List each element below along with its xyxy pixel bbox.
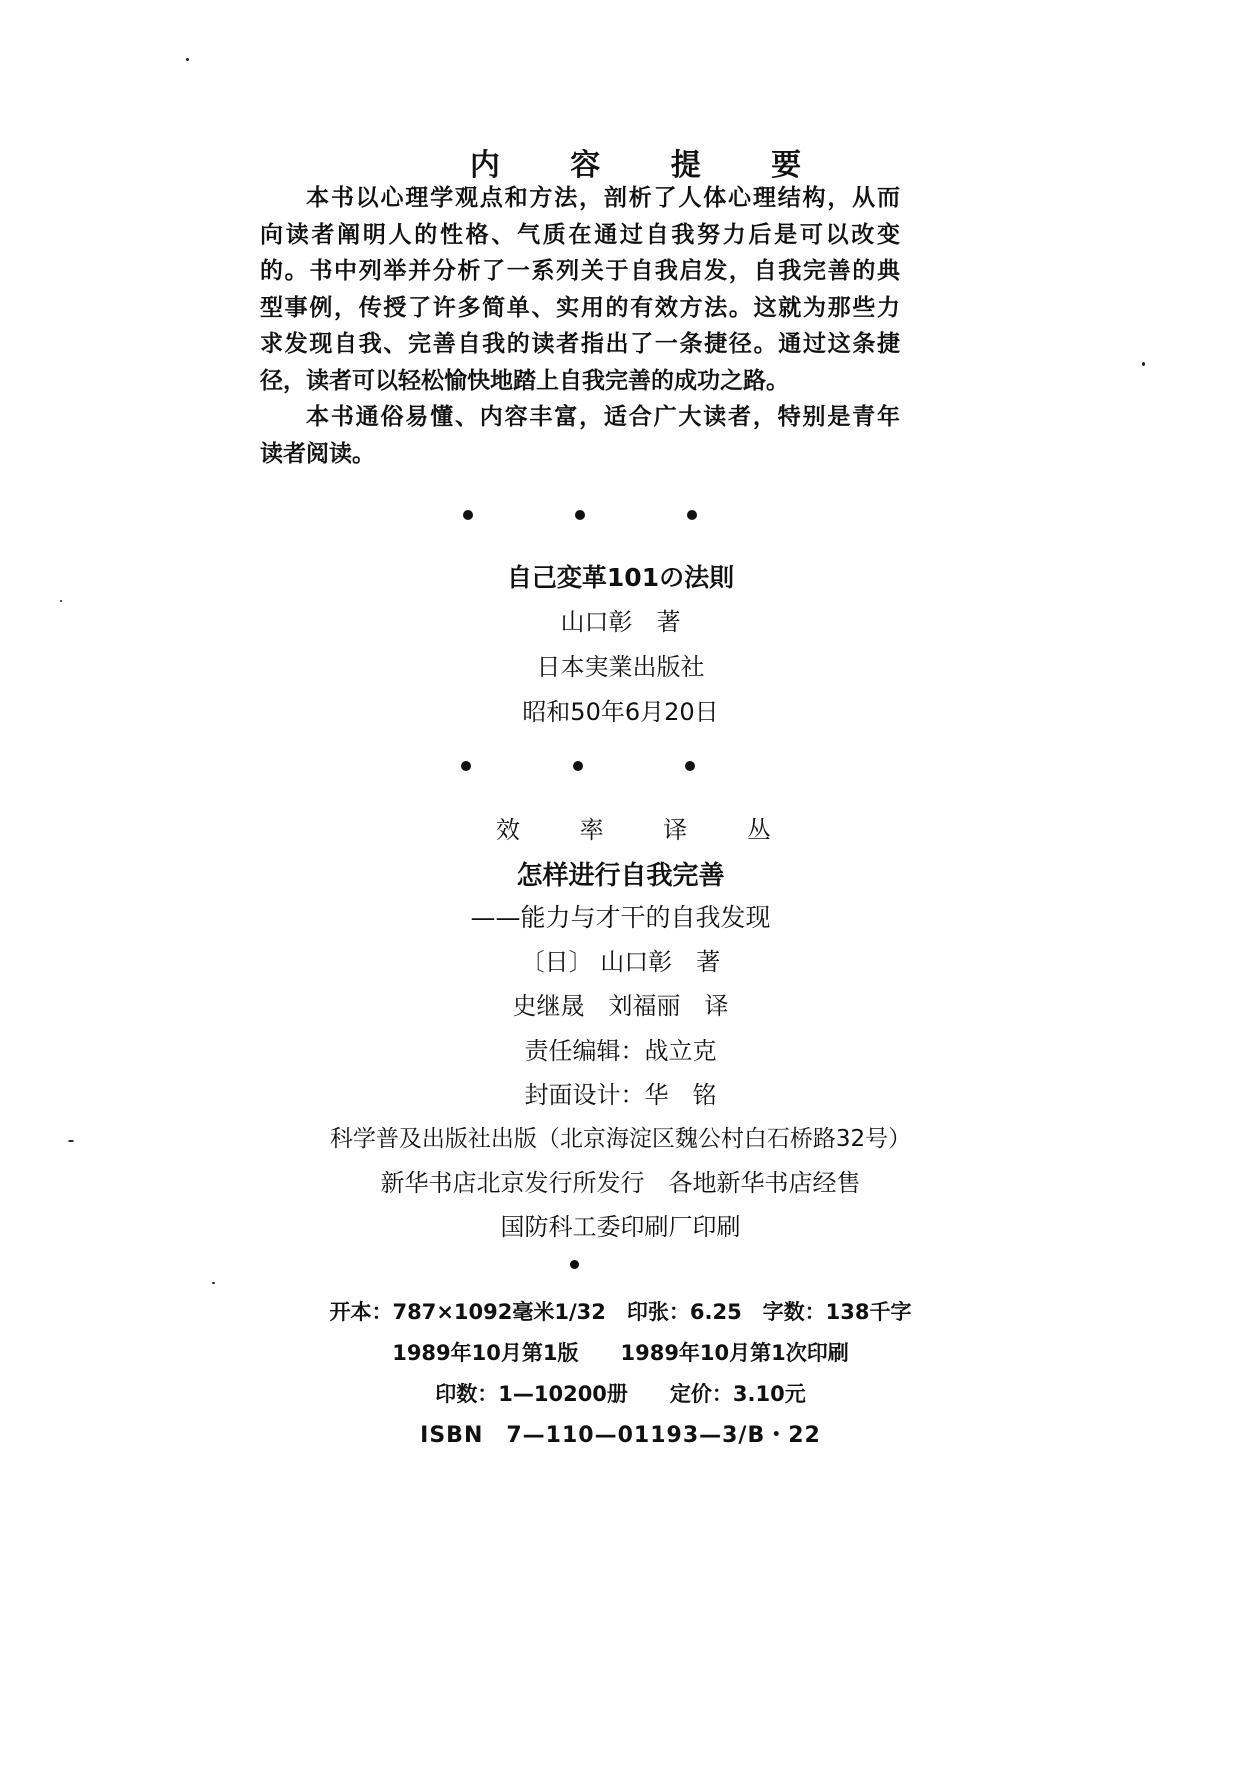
book-title: 怎样进行自我完善 — [516, 861, 725, 891]
summary-line: 型事例，传授了许多简单、实用的有效方法。这就为那些力 — [260, 294, 900, 321]
book-author: 〔日〕 山口彰 著 — [520, 948, 721, 976]
printer-line: 国防科工委印刷厂印刷 — [500, 1213, 741, 1241]
original-date: 昭和50年6月20日 — [522, 698, 719, 726]
separator-dot — [570, 1260, 579, 1269]
separator-dot — [461, 761, 471, 771]
summary-line: 读者阅读。 — [260, 440, 375, 467]
separator-dot — [687, 510, 697, 520]
summary-line: 求发现自我、完善自我的读者指出了一条捷径。通过这条捷 — [260, 331, 900, 357]
summary-line: 本书以心理学观点和方法，剖析了人体心理结构，从而 — [306, 185, 900, 211]
scan-speck — [212, 1282, 215, 1284]
summary-heading: 内 容 提 要 — [469, 148, 832, 183]
summary-line: 径，读者可以轻松愉快地踏上自我完善的成功之路。 — [260, 367, 789, 394]
format-line: 开本：787×1092毫米1/32 印张：6.25 字数：138千字 — [329, 1300, 912, 1324]
scan-speck — [1142, 362, 1145, 366]
separator-dot — [685, 761, 695, 771]
edition-line: 1989年10月第1版 1989年10月第1次印刷 — [392, 1341, 849, 1365]
summary-line: 的。书中列举并分析了一系列关于自我启发，自我完善的典 — [260, 258, 900, 284]
series-name: 效 率 译 丛 — [496, 816, 797, 844]
book-subtitle: ——能力与才干的自我发现 — [470, 903, 771, 932]
summary-paragraph-2 — [260, 399, 900, 472]
isbn-line: ISBN 7—110—01193—3/B・22 — [420, 1423, 821, 1448]
original-title: 自己変革101の法則 — [506, 563, 735, 592]
original-author: 山口彰 著 — [560, 608, 681, 636]
publisher-line: 科学普及出版社出版（北京海淀区魏公村白石桥路32号） — [329, 1126, 912, 1152]
scan-speck — [186, 58, 189, 61]
separator-dot — [463, 510, 473, 520]
original-publisher: 日本実業出版社 — [536, 653, 705, 681]
summary-line: 本书通俗易懂、内容丰富，适合广大读者，特别是青年 — [306, 404, 900, 430]
summary-paragraph-1 — [260, 180, 900, 399]
translators: 史继晟 刘福丽 译 — [512, 992, 729, 1020]
print-price-line: 印数：1—10200册 定价：3.10元 — [435, 1382, 806, 1406]
separator-dot — [575, 510, 585, 520]
responsible-editor: 责任编辑：战立克 — [524, 1037, 717, 1065]
summary-line: 向读者阐明人的性格、气质在通过自我努力后是可以改变 — [260, 221, 900, 248]
separator-dot — [573, 761, 583, 771]
cover-designer: 封面设计：华 铭 — [524, 1081, 717, 1109]
distributor-line: 新华书店北京发行所发行 各地新华书店经售 — [380, 1169, 861, 1197]
